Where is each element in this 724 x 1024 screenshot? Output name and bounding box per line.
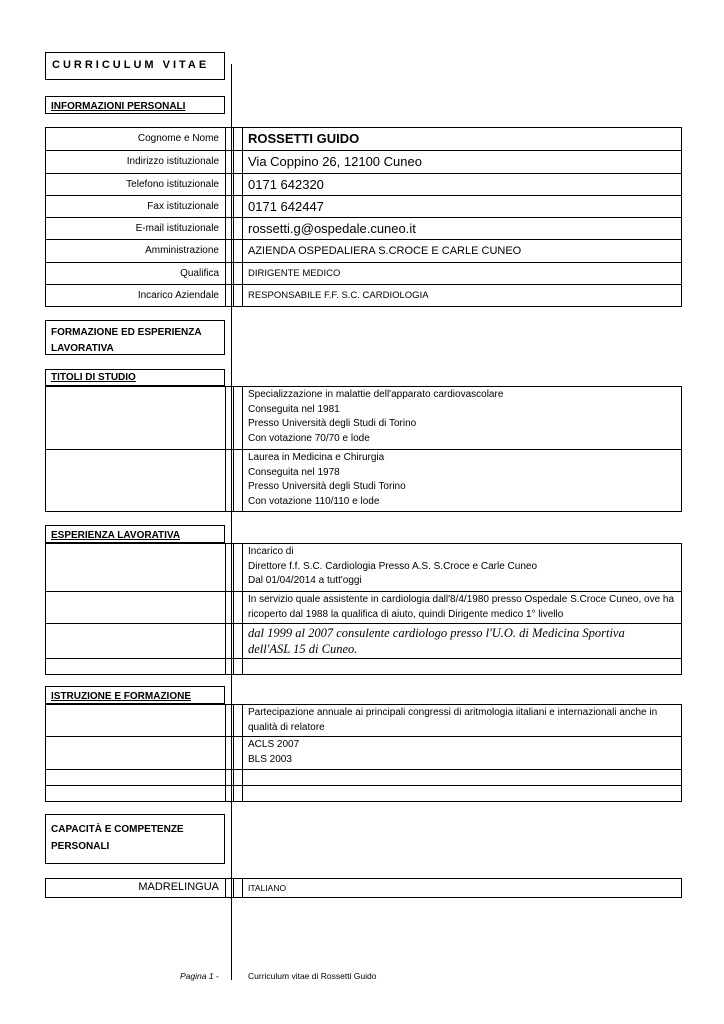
cv-title: CURRICULUM VITAE (45, 52, 225, 80)
istruzione-table (45, 704, 682, 802)
table-row (46, 623, 681, 658)
esperienza-entry: Incarico di Direttore f.f. S.C. Cardiologia Presso A.S. S.Croce e Carle Cuneo Dal 01/04/2014 a tutt'oggi (248, 546, 538, 586)
table-row (46, 736, 681, 769)
personal-heading-text: INFORMAZIONI PERSONALI (51, 101, 186, 112)
esperienza-table (45, 543, 682, 675)
value-assignment: RESPONSABILE F.F. S.C. CARDIOLOGIA (248, 290, 429, 302)
esperienza-entry: dal 1999 al 2007 consulente cardiologo presso l'U.O. di Medicina Sportiva dell'ASL 15 di Cuneo. (248, 626, 625, 656)
value-name: ROSSETTI GUIDO (248, 131, 360, 146)
label-email: E-mail istituzionale (46, 218, 226, 239)
value-fax: 0171 642447 (248, 198, 324, 214)
table-row (46, 769, 681, 785)
titoli-table (45, 386, 682, 512)
table-row (46, 195, 681, 217)
value-administration: AZIENDA OSPEDALIERA S.CROCE E CARLE CUNEO (248, 245, 522, 258)
footer-doc: Curriculum vitae di Rossetti Guido (248, 971, 377, 981)
esperienza-entry: In servizio quale assistente in cardiologia dall'8/4/1980 presso Ospedale S.Croce Cuneo, ove ha ricoperto dal 1988 la qualifica di aiuto, quindi Dirigente medico 1° livello (248, 594, 675, 620)
table-row (46, 591, 681, 623)
label-phone: Telefono istituzionale (46, 174, 226, 195)
table-row (46, 387, 681, 449)
table-row (46, 284, 681, 306)
section-capacita-heading: CAPACITÀ E COMPETENZE PERSONALI (45, 814, 225, 864)
table-row (46, 879, 681, 897)
istruzione-entry: Partecipazione annuale ai principali congressi di aritmologia iitaliani e internazionali anche in qualità di relatore (248, 707, 658, 733)
label-madrelingua: MADRELINGUA (46, 879, 226, 897)
table-row (46, 705, 681, 736)
table-row (46, 658, 681, 674)
section-esperienza-heading (45, 525, 225, 543)
table-row (46, 785, 681, 801)
titolo-entry: Specializzazione in malattie dell'apparato cardiovascolare Conseguita nel 1981 Presso Università degli Studi di Torino Con votazione 70/70 e lode (248, 389, 504, 444)
istruzione-heading-text: ISTRUZIONE E FORMAZIONE (51, 691, 191, 702)
label-administration: Amministrazione (46, 240, 226, 261)
section-istruzione-heading (45, 686, 225, 704)
titolo-entry: Laurea in Medicina e Chirurgia Conseguita nel 1978 Presso Università degli Studi Torino Con votazione 110/110 e lode (248, 452, 406, 507)
label-address: Indirizzo istituzionale (46, 151, 226, 172)
titoli-heading-text: TITOLI DI STUDIO (51, 372, 136, 383)
value-qualification: DIRIGENTE MEDICO (248, 267, 341, 279)
esperienza-heading-text: ESPERIENZA LAVORATIVA (51, 530, 181, 541)
table-row (46, 217, 681, 239)
table-row (46, 544, 681, 591)
personal-info-table (45, 127, 682, 307)
label-fax: Fax istituzionale (46, 196, 226, 217)
table-row (46, 449, 681, 511)
section-formazione-heading: FORMAZIONE ED ESPERIENZA LAVORATIVA (45, 320, 225, 355)
value-madrelingua: ITALIANO (248, 883, 287, 893)
table-row (46, 239, 681, 261)
label-name: Cognome e Nome (46, 128, 226, 150)
value-email: rossetti.g@ospedale.cuneo.it (248, 221, 416, 237)
section-personal-heading (45, 96, 225, 114)
madrelingua-table (45, 878, 682, 898)
table-row (46, 150, 681, 172)
istruzione-entry: ACLS 2007 BLS 2003 (248, 739, 300, 765)
table-row (46, 262, 681, 284)
value-phone: 0171 642320 (248, 176, 324, 192)
label-assignment: Incarico Aziendale (46, 285, 226, 306)
footer-page: Pagina 1 - (180, 971, 219, 981)
section-titoli-heading (45, 369, 225, 386)
table-row (46, 173, 681, 195)
value-address: Via Coppino 26, 12100 Cuneo (248, 154, 422, 170)
table-row (46, 128, 681, 150)
label-qualification: Qualifica (46, 263, 226, 284)
